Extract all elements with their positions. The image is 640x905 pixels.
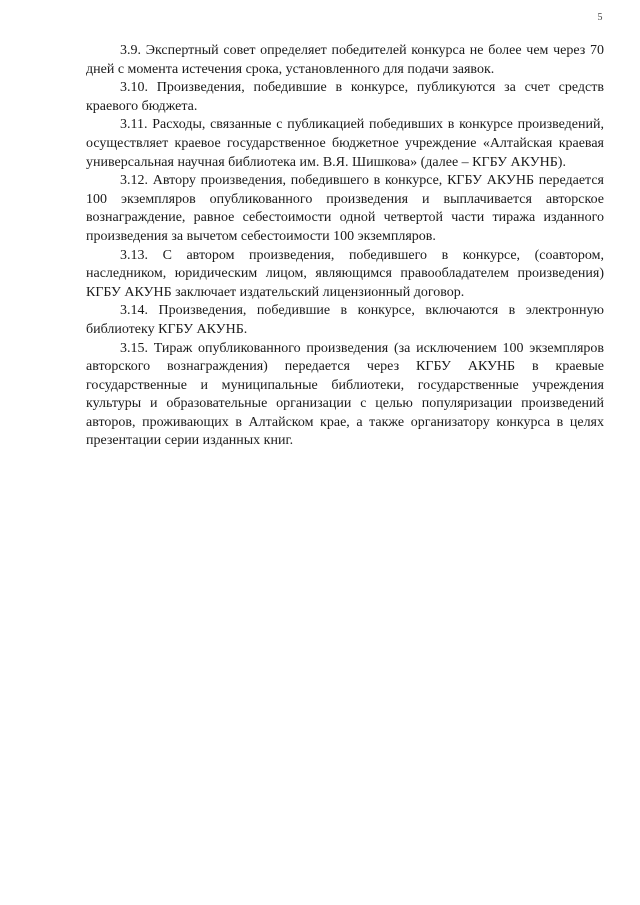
paragraph-3-14: 3.14. Произведения, победившие в конкурсе, включаются в электронную библиотеку КГБУ АКУНБ.	[86, 303, 604, 337]
paragraph-3-11: 3.11. Расходы, связанные с публикацией победивших в конкурсе произведений, осуществляет краевое государственное бюджетное учреждение «Алтайская краевая универсальная научная библиотека им. В.Я. Шишкова» (далее – КГБУ АКУНБ).	[86, 117, 604, 170]
document-body	[86, 42, 604, 451]
paragraph-3-15: 3.15. Тираж опубликованного произведения (за исключением 100 экземпляров авторского вознаграждения) передается через КГБУ АКУНБ в краевые государственные и муниципальные библиотеки, государственные учреждения культуры и образовательные организации с целью популяризации произведений авторов, проживающих в Алтайском крае, а также организатору конкурса в целях презентации серии изданных книг.	[86, 340, 604, 449]
paragraph-3-9: 3.9. Экспертный совет определяет победителей конкурса не более чем через 70 дней с момента истечения срока, установленного для подачи заявок.	[86, 43, 604, 77]
paragraph-3-12: 3.12. Автору произведения, победившего в конкурсе, КГБУ АКУНБ передается 100 экземпляров опубликованного произведения и выплачивается авторское вознаграждение, равное себестоимости одной четвертой части тиража изданного произведения за вычетом себестоимости 100 экземпляров.	[86, 173, 604, 244]
paragraph-3-13: 3.13. С автором произведения, победившего в конкурсе, (соавтором, наследником, юридическим лицом, являющимся правообладателем произведения) КГБУ АКУНБ заключает издательский лицензионный договор.	[86, 247, 604, 300]
paragraph-3-10: 3.10. Произведения, победившие в конкурсе, публикуются за счет средств краевого бюджета.	[86, 80, 604, 114]
page-number: 5	[597, 12, 603, 23]
